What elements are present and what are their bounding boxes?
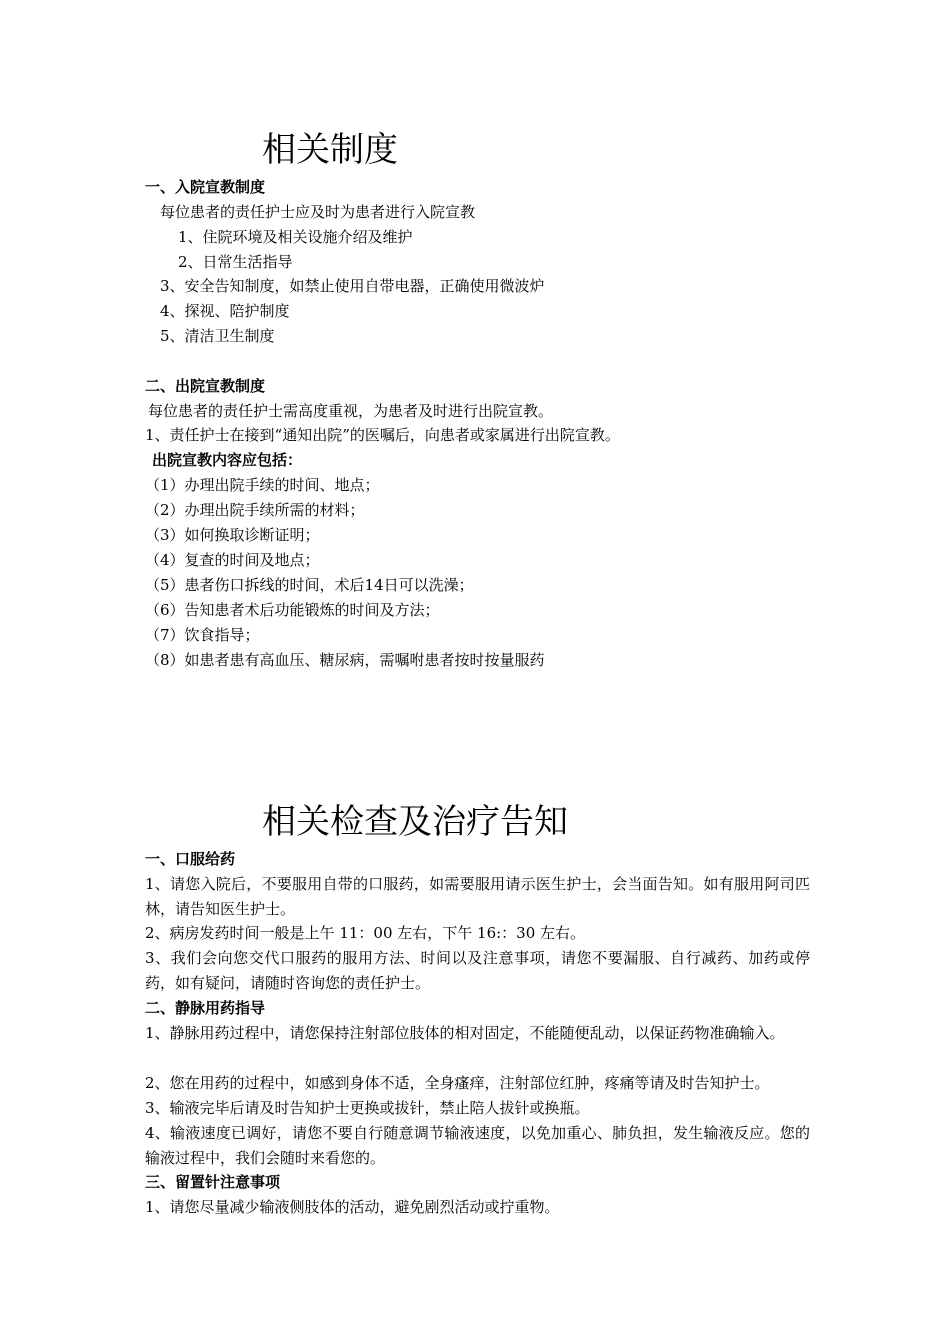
admission-item: 2、日常生活指导 [178, 253, 293, 271]
admission-intro: 每位患者的责任护士应及时为患者进行入院宣教 [160, 203, 476, 221]
discharge-item: （3）如何换取诊断证明； [145, 526, 320, 544]
discharge-item: （6）告知患者术后功能锻炼的时间及方法； [145, 601, 440, 619]
admission-item: 4、探视、陪护制度 [160, 302, 290, 320]
oral-paragraph: 3、我们会向您交代口服药的服用方法、时间以及注意事项，请您不要漏服、自行减药、加药或停药，如有疑问，请随时咨询您的责任护士。 [145, 949, 810, 992]
admission-heading: 一、入院宣教制度 [145, 178, 266, 196]
discharge-content-heading: 出院宣教内容应包括： [152, 451, 303, 469]
discharge-item: （4）复查的时间及地点； [145, 551, 320, 569]
discharge-item: （2）办理出院手续所需的材料； [145, 501, 365, 519]
iv-paragraph: 2、您在用药的过程中，如感到身体不适，全身瘙痒，注射部位红肿，疼痛等请及时告知护士。 [145, 1074, 770, 1092]
admission-item: 1、住院环境及相关设施介绍及维护 [178, 228, 413, 246]
iv-paragraph: 1、静脉用药过程中，请您保持注射部位肢体的相对固定，不能随便乱动，以保证药物准确输入。 [145, 1024, 785, 1042]
discharge-item: （1）办理出院手续的时间、地点； [145, 476, 380, 494]
page-title-exam-treatment: 相关检查及治疗告知 [262, 802, 568, 842]
oral-paragraph: 2、病房发药时间一般是上午 11：00 左右，下午 16:：30 左右。 [145, 924, 586, 942]
iv-heading: 二、静脉用药指导 [145, 999, 266, 1017]
discharge-intro: 每位患者的责任护士需高度重视，为患者及时进行出院宣教。 [148, 402, 554, 420]
discharge-item: （5）患者伤口拆线的时间，术后14日可以洗澡； [145, 576, 474, 594]
oral-paragraph: 1、请您入院后，不要服用自带的口服药，如需要服用请示医生护士，会当面告知。如有服用阿司匹林，请告知医生护士。 [145, 875, 810, 918]
admission-item: 3、安全告知制度，如禁止使用自带电器，正确使用微波炉 [160, 277, 545, 295]
discharge-heading: 二、出院宣教制度 [145, 377, 266, 395]
oral-heading: 一、口服给药 [145, 850, 236, 868]
discharge-item: （8）如患者患有高血压、糖尿病，需嘱咐患者按时按量服药 [145, 651, 545, 669]
iv-paragraph: 4、输液速度已调好，请您不要自行随意调节输液速度，以免加重心、肺负担，发生输液反应。您的输液过程中，我们会随时来看您的。 [145, 1124, 810, 1167]
discharge-item: （7）饮食指导； [145, 626, 260, 644]
needle-paragraph: 1、请您尽量减少输液侧肢体的活动，避免剧烈活动或拧重物。 [145, 1198, 560, 1216]
needle-heading: 三、留置针注意事项 [145, 1173, 281, 1191]
page-title-regulations: 相关制度 [262, 130, 398, 170]
discharge-step: 1、责任护士在接到“通知出院”的医嘱后，向患者或家属进行出院宣教。 [145, 426, 620, 444]
admission-item: 5、清洁卫生制度 [160, 327, 275, 345]
iv-paragraph: 3、输液完毕后请及时告知护士更换或拔针，禁止陪人拔针或换瓶。 [145, 1099, 590, 1117]
